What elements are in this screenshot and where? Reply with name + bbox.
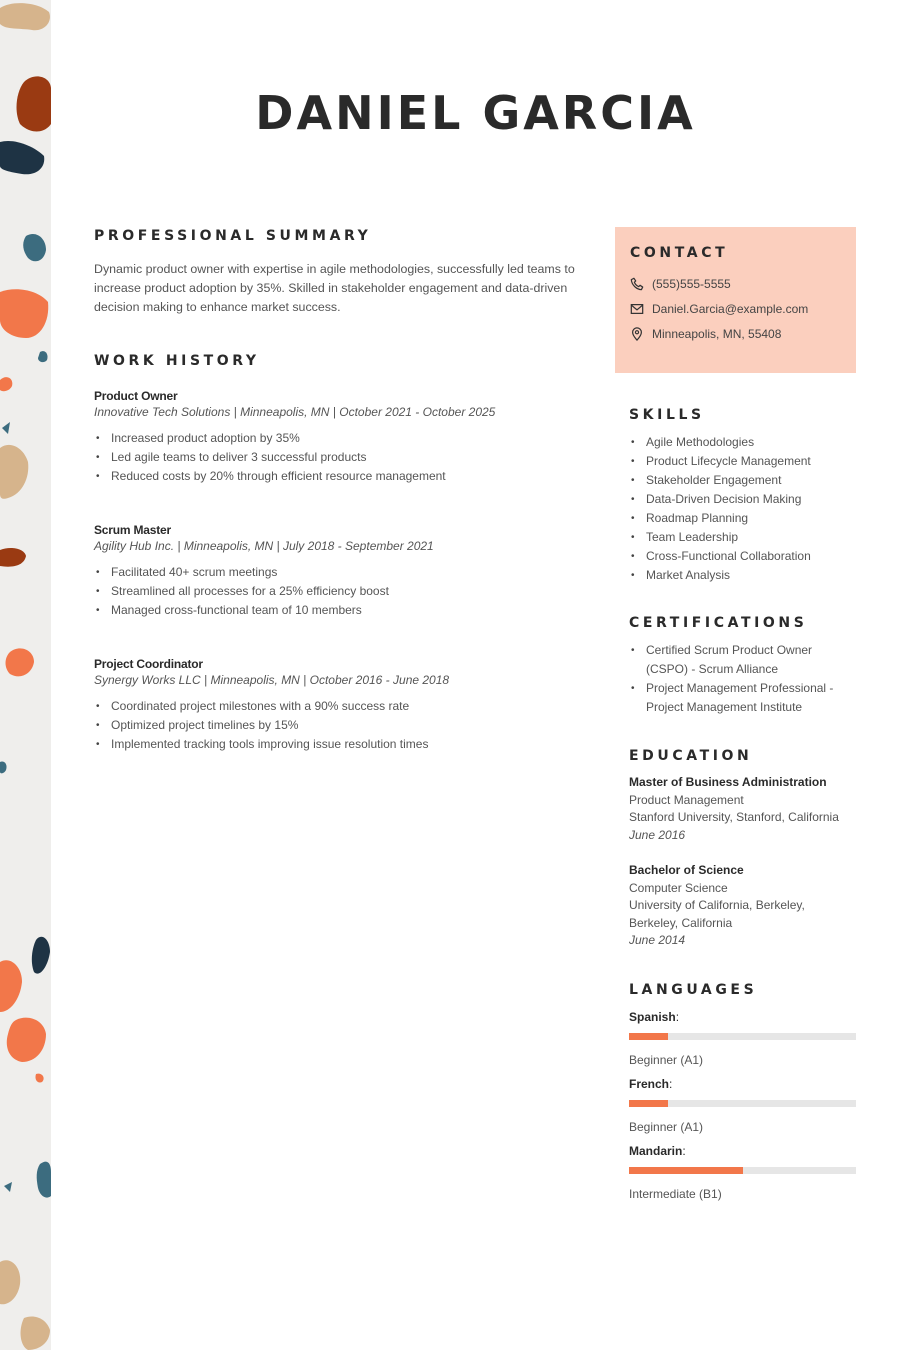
summary-heading: PROFESSIONAL SUMMARY [94, 228, 372, 244]
edu-date: June 2016 [629, 827, 686, 842]
skill-item: • Team Leadership [629, 528, 857, 547]
location-text: Minneapolis, MN, 55408 [652, 327, 782, 341]
skills-heading: SKILLS [629, 407, 705, 423]
job-bullets [94, 697, 586, 754]
contact-phone [630, 277, 856, 291]
certifications-list [629, 641, 857, 717]
job-entry [94, 389, 586, 486]
job-bullet: • Facilitated 40+ scrum meetings [94, 563, 586, 582]
map-pin-icon [630, 327, 644, 341]
edu-degree: Bachelor of Science [629, 863, 744, 877]
job-bullet: • Led agile teams to deliver 3 successful products [94, 448, 586, 467]
languages-heading: LANGUAGES [629, 981, 758, 998]
language-level: Beginner (A1) [629, 1119, 704, 1134]
summary-text: Dynamic product owner with expertise in agile methodologies, successfully led teams to increase product adoption by 35%. Skilled in stakeholder engagement and data-driven decision making to enhance market success. [94, 262, 575, 314]
skills-section [629, 407, 857, 585]
contact-heading: CONTACT [630, 245, 729, 261]
language-name-row: Spanish: [629, 1009, 680, 1024]
job-title: Product Owner [94, 389, 178, 403]
edu-field: Computer Science [629, 880, 728, 895]
skill-item: • Cross-Functional Collaboration [629, 547, 857, 566]
job-bullet: • Coordinated project milestones with a 90% success rate [94, 697, 586, 716]
education-heading: EDUCATION [629, 748, 753, 764]
education-entry [629, 862, 857, 950]
contact-email [630, 302, 856, 316]
language-name: Spanish [629, 1009, 676, 1024]
edu-school: Stanford University, Stanford, California [629, 810, 839, 824]
job-entry [94, 657, 586, 754]
skill-item: • Stakeholder Engagement [629, 471, 857, 490]
skills-list [629, 433, 857, 585]
language-proficiency-bar [629, 1033, 856, 1040]
skill-item: • Market Analysis [629, 566, 857, 585]
education-section [629, 748, 857, 950]
contact-section [615, 227, 856, 373]
language-proficiency-fill [629, 1033, 668, 1040]
language-proficiency-fill [629, 1100, 668, 1107]
job-bullets [94, 563, 586, 620]
phone-icon [630, 277, 644, 291]
phone-text[interactable]: (555)555-5555 [652, 277, 731, 291]
languages-section [629, 982, 857, 1201]
language-proficiency-bar [629, 1167, 856, 1174]
terrazzo-pattern [0, 0, 51, 1350]
skill-item: • Product Lifecycle Management [629, 452, 857, 471]
job-title: Scrum Master [94, 523, 171, 537]
edu-date: June 2014 [629, 933, 686, 947]
skill-item: • Agile Methodologies [629, 433, 857, 452]
language-proficiency-bar [629, 1100, 856, 1107]
work-history-section [94, 353, 586, 754]
right-column [629, 407, 857, 1201]
job-bullet: • Increased product adoption by 35% [94, 429, 586, 448]
language-name-row: Mandarin: [629, 1143, 686, 1158]
job-bullet: • Optimized project timelines by 15% [94, 716, 586, 735]
language-entry [629, 1077, 857, 1134]
certification-item: • Project Management Professional - Project Management Institute [629, 679, 857, 717]
work-history-heading: WORK HISTORY [94, 353, 260, 369]
email-text[interactable]: Daniel.Garcia@example.com [652, 302, 809, 316]
job-bullet: • Managed cross-functional team of 10 members [94, 601, 586, 620]
resume-name: DANIEL GARCIA [255, 86, 696, 140]
language-entry [629, 1010, 857, 1067]
envelope-icon [630, 302, 644, 316]
job-bullets [94, 429, 586, 486]
job-title: Project Coordinator [94, 657, 203, 671]
language-name-row: French: [629, 1076, 673, 1091]
professional-summary-section [94, 228, 586, 317]
contact-location [630, 327, 856, 341]
edu-field: Product Management [629, 792, 744, 807]
job-meta: Agility Hub Inc. | Minneapolis, MN | July 2018 - September 2021 [94, 539, 434, 553]
left-column [94, 228, 586, 754]
language-level: Beginner (A1) [629, 1052, 704, 1067]
certifications-heading: CERTIFICATIONS [629, 615, 808, 631]
job-meta: Innovative Tech Solutions | Minneapolis, MN | October 2021 - October 2025 [94, 405, 496, 419]
job-entry [94, 523, 586, 620]
language-name: Mandarin [629, 1143, 683, 1158]
certifications-section [629, 615, 857, 717]
language-name: French [629, 1076, 670, 1091]
edu-school: University of California, Berkeley, Berkeley, California [629, 898, 805, 930]
job-bullet: • Implemented tracking tools improving issue resolution times [94, 735, 586, 754]
edu-degree: Master of Business Administration [629, 775, 827, 789]
job-meta: Synergy Works LLC | Minneapolis, MN | October 2016 - June 2018 [94, 673, 450, 687]
language-proficiency-fill [629, 1167, 743, 1174]
skill-item: • Roadmap Planning [629, 509, 857, 528]
education-entry [629, 774, 857, 844]
decorative-side-strip [0, 0, 51, 1350]
certification-item: • Certified Scrum Product Owner (CSPO) - Scrum Alliance [629, 641, 857, 679]
job-bullet: • Reduced costs by 20% through efficient resource management [94, 467, 586, 486]
language-level: Intermediate (B1) [629, 1186, 722, 1201]
language-entry [629, 1144, 857, 1201]
job-bullet: • Streamlined all processes for a 25% efficiency boost [94, 582, 586, 601]
skill-item: • Data-Driven Decision Making [629, 490, 857, 509]
